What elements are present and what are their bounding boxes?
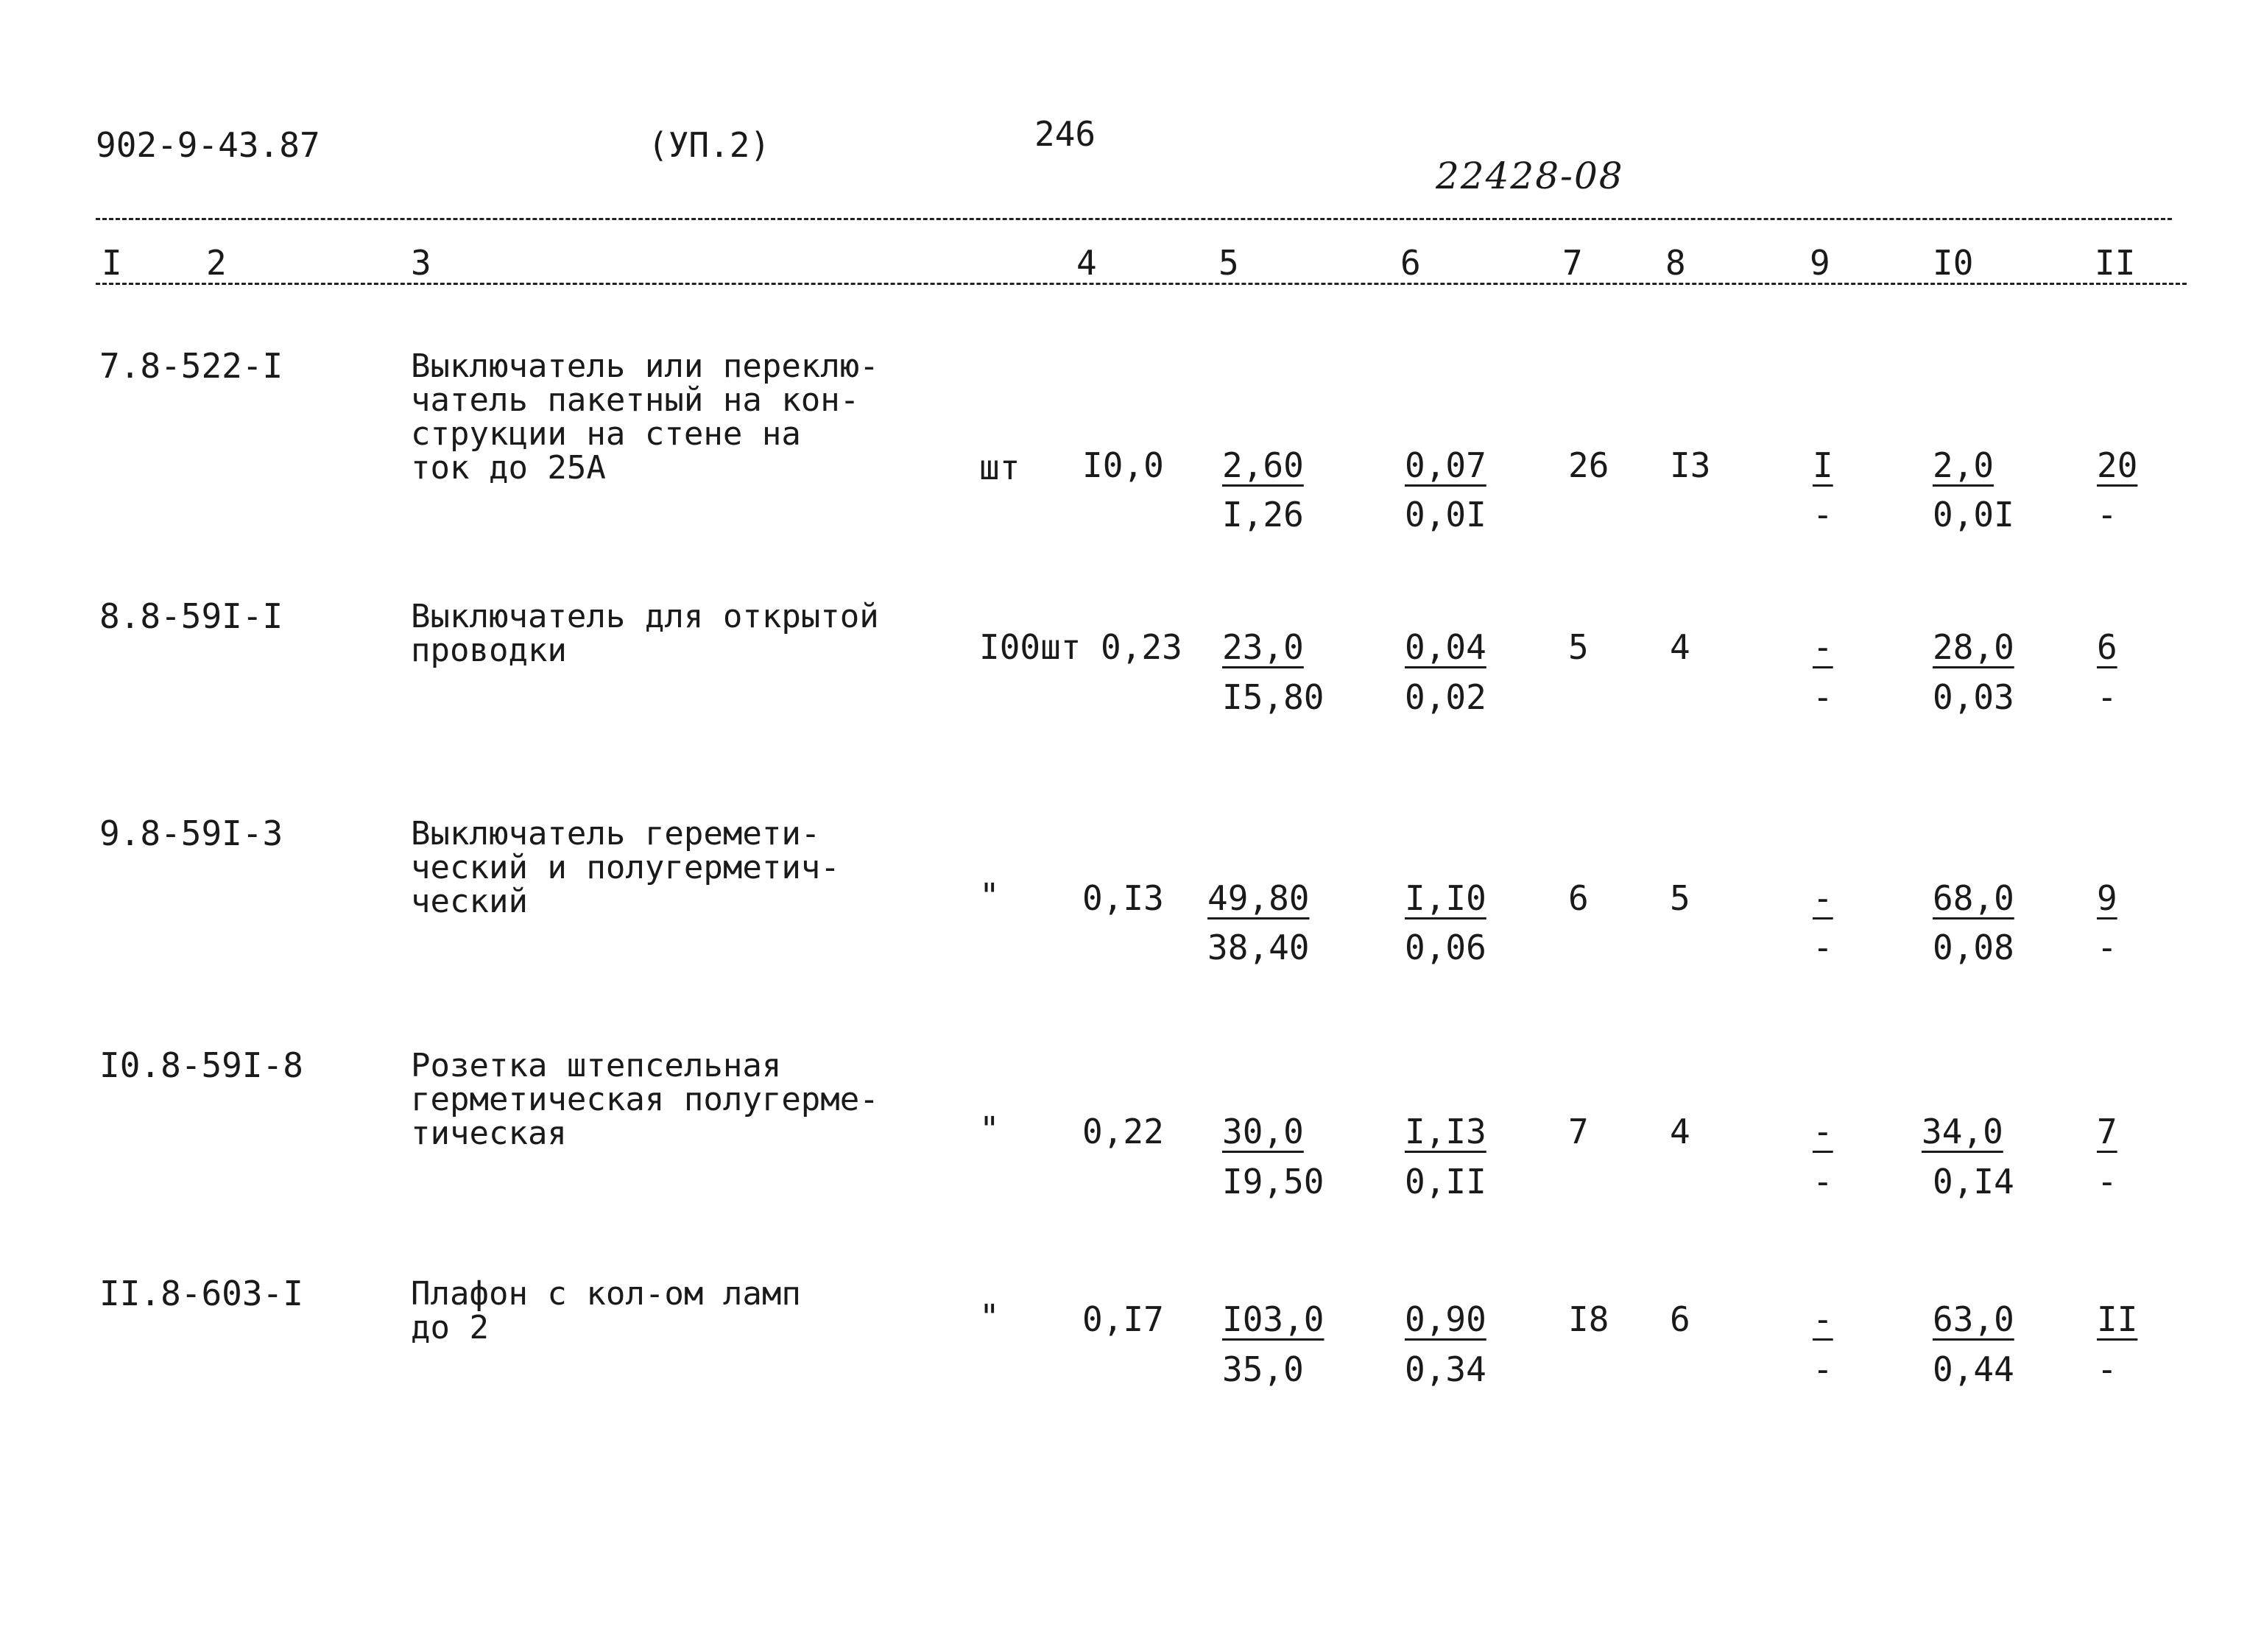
- row-unit: ": [979, 1297, 1000, 1337]
- col10-top: 28,0: [1933, 627, 2014, 667]
- row-name: Розетка штепсельная герметическая полугерме- тическая: [411, 1047, 879, 1152]
- col5-bottom: I9,50: [1222, 1162, 1324, 1201]
- col9-bottom: -: [1813, 1162, 1833, 1201]
- col11-bottom: -: [2097, 928, 2117, 967]
- col7: 26: [1568, 445, 1609, 485]
- col10-bottom: 0,44: [1933, 1349, 2014, 1389]
- col7: 5: [1568, 627, 1589, 667]
- col6-top: I,I0: [1405, 878, 1486, 918]
- col5-bottom: 38,40: [1207, 928, 1310, 967]
- col5-top: I03,0: [1222, 1299, 1324, 1339]
- col11-bottom: -: [2097, 495, 2117, 534]
- row-name: Выключатель геремети- ческий и полугерметич- ческий: [411, 815, 840, 920]
- col5-top: 2,60: [1222, 445, 1304, 485]
- column-number-7: 7: [1562, 243, 1583, 283]
- row-unit: ": [979, 876, 1000, 916]
- handwritten-code: 22428-08: [1436, 155, 1624, 197]
- col5-top: 49,80: [1207, 878, 1310, 918]
- column-number-9: 9: [1810, 243, 1830, 283]
- col10-top: 63,0: [1933, 1299, 2014, 1339]
- col9-bottom: -: [1813, 495, 1833, 534]
- column-number-8: 8: [1665, 243, 1686, 283]
- col8: 5: [1670, 878, 1690, 918]
- col6-top: 0,90: [1405, 1299, 1486, 1339]
- col11-bottom: -: [2097, 1349, 2117, 1389]
- column-number-3: 3: [411, 243, 431, 283]
- col5-top: 30,0: [1222, 1112, 1304, 1151]
- row-code: 8.8-59I-I: [99, 596, 283, 636]
- column-number-11: II: [2095, 243, 2136, 283]
- row-unit: I00шт: [979, 627, 1082, 667]
- col6-bottom: 0,06: [1405, 928, 1486, 967]
- col5-bottom: I,26: [1222, 495, 1304, 534]
- col10-bottom: 0,03: [1933, 677, 2014, 717]
- col11-top: 9: [2097, 878, 2117, 918]
- row-qty: 0,I3: [1082, 878, 1164, 918]
- col6-bottom: 0,34: [1405, 1349, 1486, 1389]
- row-unit: ": [979, 1109, 1000, 1149]
- row-code: I0.8-59I-8: [99, 1045, 303, 1085]
- col5-top: 23,0: [1222, 627, 1304, 667]
- column-number-6: 6: [1400, 243, 1421, 283]
- col11-top: 7: [2097, 1112, 2117, 1151]
- col9-top: -: [1813, 1112, 1833, 1151]
- col10-bottom: 0,0I: [1933, 495, 2014, 534]
- col9-bottom: -: [1813, 928, 1833, 967]
- row-qty: 0,23: [1101, 627, 1182, 667]
- row-name: Выключатель для открытой проводки: [411, 598, 879, 669]
- col10-top: 34,0: [1922, 1112, 2003, 1151]
- column-number-1: I: [102, 243, 122, 283]
- header-dashed-rule: [96, 283, 2187, 285]
- album-label: (УП.2): [648, 125, 771, 165]
- col6-bottom: 0,II: [1405, 1162, 1486, 1201]
- col5-bottom: I5,80: [1222, 677, 1324, 717]
- col6-top: 0,04: [1405, 627, 1486, 667]
- column-number-4: 4: [1076, 243, 1097, 283]
- col11-top: 20: [2097, 445, 2138, 485]
- row-qty: 0,22: [1082, 1112, 1164, 1151]
- row-name: Плафон с кол-ом ламп до 2: [411, 1275, 801, 1346]
- row-name: Выключатель или переклю- чатель пакетный на кон- струкции на стене на ток до 25А: [411, 347, 879, 487]
- col9-top: -: [1813, 627, 1833, 667]
- column-number-10: I0: [1933, 243, 1974, 283]
- col9-top: -: [1813, 878, 1833, 918]
- col10-bottom: 0,I4: [1933, 1162, 2014, 1201]
- col6-top: 0,07: [1405, 445, 1486, 485]
- col8: I3: [1670, 445, 1711, 485]
- col9-top: I: [1813, 445, 1833, 485]
- col8: 4: [1670, 627, 1690, 667]
- col5-bottom: 35,0: [1222, 1349, 1304, 1389]
- col11-bottom: -: [2097, 677, 2117, 717]
- row-qty: 0,I7: [1082, 1299, 1164, 1339]
- col6-top: I,I3: [1405, 1112, 1486, 1151]
- page-number: 246: [1034, 114, 1096, 154]
- row-unit: шт: [979, 448, 1020, 487]
- column-number-5: 5: [1218, 243, 1239, 283]
- row-code: 7.8-522-I: [99, 346, 283, 386]
- col9-bottom: -: [1813, 677, 1833, 717]
- col7: 6: [1568, 878, 1589, 918]
- col9-bottom: -: [1813, 1349, 1833, 1389]
- col8: 6: [1670, 1299, 1690, 1339]
- col7: I8: [1568, 1299, 1609, 1339]
- col6-bottom: 0,02: [1405, 677, 1486, 717]
- col11-bottom: -: [2097, 1162, 2117, 1201]
- row-code: II.8-603-I: [99, 1274, 303, 1313]
- col10-top: 2,0: [1933, 445, 1994, 485]
- column-number-2: 2: [206, 243, 227, 283]
- col8: 4: [1670, 1112, 1690, 1151]
- col6-bottom: 0,0I: [1405, 495, 1486, 534]
- col9-top: -: [1813, 1299, 1833, 1339]
- row-qty: I0,0: [1082, 445, 1164, 485]
- col11-top: II: [2097, 1299, 2138, 1339]
- col11-top: 6: [2097, 627, 2117, 667]
- top-dashed-rule: [96, 218, 2172, 220]
- col7: 7: [1568, 1112, 1589, 1151]
- col10-bottom: 0,08: [1933, 928, 2014, 967]
- row-code: 9.8-59I-3: [99, 813, 283, 853]
- col10-top: 68,0: [1933, 878, 2014, 918]
- document-code: 902-9-43.87: [96, 125, 320, 165]
